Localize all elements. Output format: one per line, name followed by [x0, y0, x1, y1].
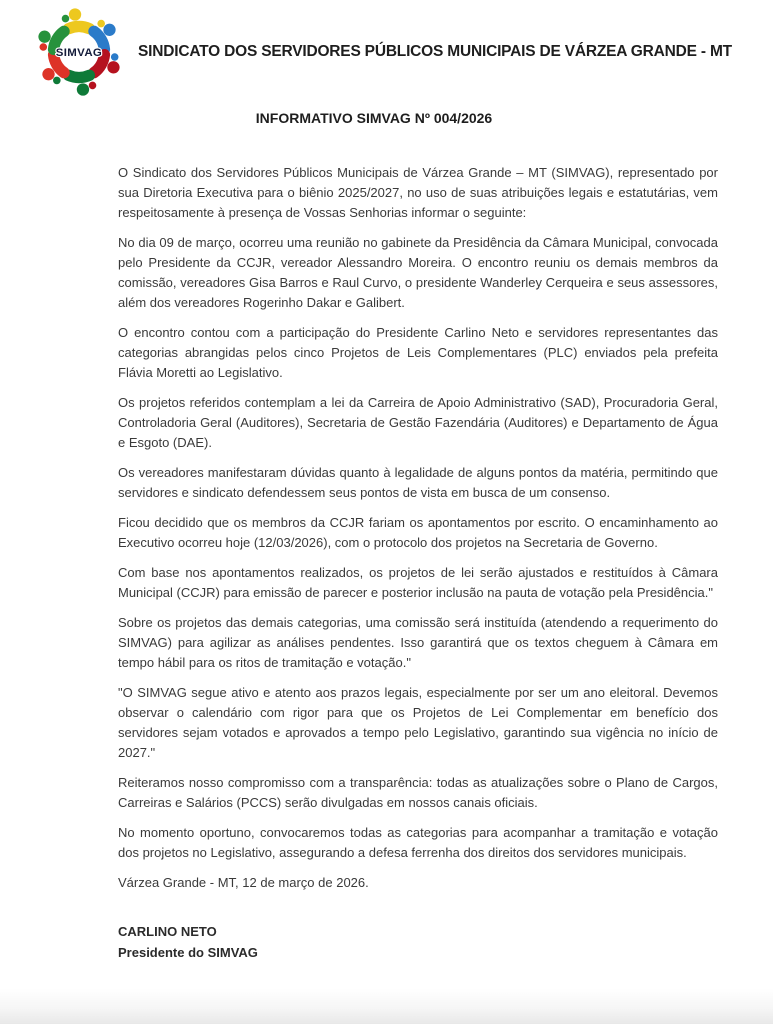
logo-figure-head	[69, 8, 81, 20]
logo-figure-hand	[38, 42, 48, 52]
signature-name: CARLINO NETO	[118, 924, 217, 939]
logo-figure-body	[69, 75, 90, 77]
logo-figure-hand	[53, 77, 61, 85]
page-bottom-shade	[0, 988, 773, 1024]
logo-figure-hand	[110, 52, 120, 62]
simvag-logo-icon	[35, 8, 123, 96]
paragraph-projects: Os projetos referidos contemplam a lei da Carreira de Apoio Administrativo (SAD), Procuradoria Geral, Controladoria Geral (Auditores), Secretaria de Gestão Fazendária (Auditores) e Departamento de Água e Esgoto (DAE).	[118, 395, 718, 450]
paragraph-decision: Ficou decidido que os membros da CCJR fariam os apontamentos por escrito. O encaminhamento ao Executivo ocorreu hoje (12/03/2026), com o protocolo dos projetos na Secretaria de Governo.	[118, 515, 718, 550]
letterhead	[35, 8, 750, 96]
paragraph-meeting: No dia 09 de março, ocorreu uma reunião no gabinete da Presidência da Câmara Municipal, convocada pelo Presidente da CCJR, vereador Alessandro Moreira. O encontro reuniu os demais membros da comissão, vereadores Gisa Barros e Raul Curvo, o presidente Wanderley Cerqueira e seus assessores, além dos vereadores Rogerinho Dakar e Galibert.	[118, 235, 718, 310]
signature-block	[118, 921, 718, 963]
org-name: SINDICATO DOS SERVIDORES PÚBLICOS MUNICIPAIS DE VÁRZEA GRANDE - MT	[138, 43, 732, 60]
paragraph-intro: O Sindicato dos Servidores Públicos Municipais de Várzea Grande – MT (SIMVAG), representado por sua Diretoria Executiva para o biênio 2025/2027, no uso de suas atribuições legais e estatutárias, vem respeitosamente à presença de Vossas Senhorias informar o seguinte:	[118, 165, 718, 220]
paragraph-quote: "O SIMVAG segue ativo e atento aos prazos legais, especialmente por ser um ano eleitoral. Devemos observar o calendário com rigor para que os Projetos de Lei Complementar em benefício dos servidores sejam votados e aprovados a tempo pelo Legislativo, garantindo sua vigência no início de 2027."	[118, 685, 718, 760]
dateline: Várzea Grande - MT, 12 de março de 2026.	[118, 875, 369, 890]
logo-figure-hand	[97, 20, 105, 28]
logo-figure-head	[77, 83, 89, 95]
document-body	[118, 163, 718, 963]
paragraph-participation: O encontro contou com a participação do Presidente Carlino Neto e servidores representantes das categorias abrangidas pelos cinco Projetos de Leis Complementares (PLC) enviados pela prefeita Flávia Moretti ao Legislativo.	[118, 325, 718, 380]
paragraph-commission: Sobre os projetos das demais categorias, uma comissão será instituída (atendendo a requerimento do SIMVAG) para agilizar as análises pendentes. Isso garantirá que os textos cheguem à Câmara em tempo hábil para os ritos de tramitação e votação."	[118, 615, 718, 670]
signature-role: Presidente do SIMVAG	[118, 945, 258, 960]
logo-figure-dark-green	[53, 75, 89, 95]
paragraph-adjustments: Com base nos apontamentos realizados, os projetos de lei serão ajustados e restituídos à Câmara Municipal (CCJR) para emissão de parecer e posterior inclusão na pauta de votação pela Presidência."	[118, 565, 718, 600]
logo-figure-green	[36, 8, 72, 49]
document-title: INFORMATIVO SIMVAG Nº 004/2026	[255, 110, 493, 126]
logo-figure-body	[69, 26, 90, 28]
logo-figure-yellow	[69, 8, 105, 28]
paragraph-transparency: Reiteramos nosso compromisso com a transparência: todas as atualizações sobre o Plano de Cargos, Carreiras e Salários (PCCS) serão divulgadas em nossos canais oficiais.	[118, 775, 718, 810]
logo-wordmark: SIMVAG	[55, 46, 103, 59]
paragraph-closing: No momento oportuno, convocaremos todas as categorias para acompanhar a tramitação e votação dos projetos no Legislativo, assegurando a defesa ferrenha dos direitos dos servidores municipais.	[118, 825, 718, 860]
paragraph-doubts: Os vereadores manifestaram dúvidas quanto à legalidade de alguns pontos da matéria, permitindo que servidores e sindicato defendessem seus pontos de vista em busca de um consenso.	[118, 465, 718, 500]
